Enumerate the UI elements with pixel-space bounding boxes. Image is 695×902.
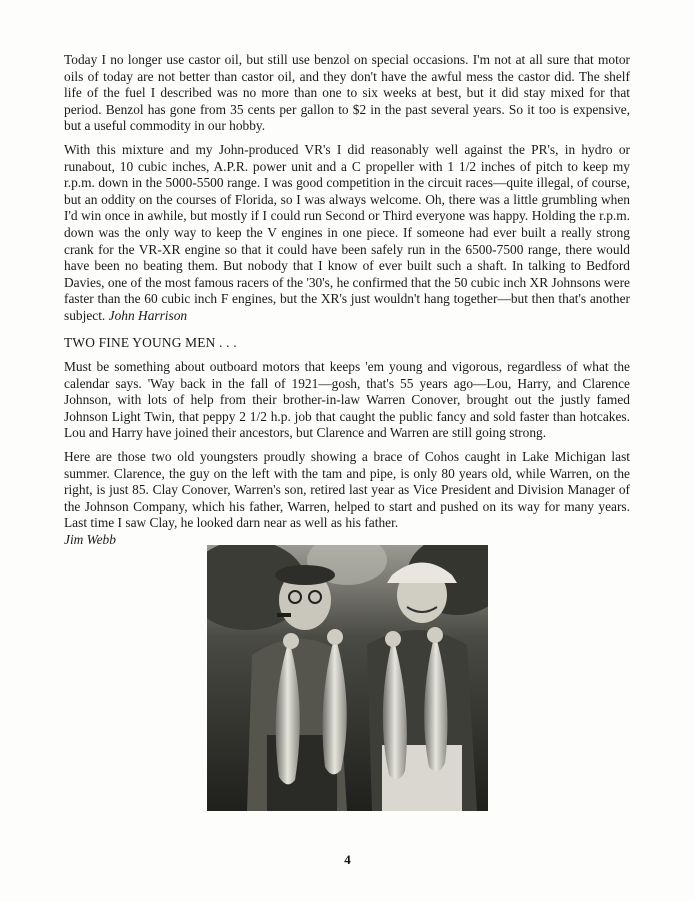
signature-john-harrison: John Harrison bbox=[108, 307, 188, 323]
section-heading: TWO FINE YOUNG MEN . . . bbox=[64, 334, 237, 350]
paragraph-castor-oil: Today I no longer use castor oil, but still use benzol on special occasions. I'm not at all sure that motor oils of today are not better than castor oil, and they don't have the awful mess the castor did. The shelf life of the fuel I described was no more than one to six weeks at best, but it did stay mixed for that period. Benzol has gone from 35 cents per gallon to $2 in the past several years. So it too is expensive, but a useful commodity in our hobby. bbox=[64, 52, 630, 134]
paragraph-vr-engines bbox=[64, 142, 630, 325]
paragraph-cohos-text: Here are those two old youngsters proudly showing a brace of Cohos caught in Lake Michigan last summer. Clarence, the guy on the left with the tam and pipe, is only 80 years old, while Warren, on the right, is just 85. Clay Conover, Warren's son, retired last year as Vice President and Division Manager of the Johnson Company, which his father, Warren, helped to start and pushed on its way for many years. Last time I saw Clay, he looked darn near as well as his father. bbox=[64, 449, 630, 531]
paragraph-outboard-history: Must be something about outboard motors that keeps 'em young and vigorous, regardless of what the calendar says. 'Way back in the fall of 1921—gosh, that's 55 years ago—Lou, Harry, and Clarence Johnson, with lots of help from their brother-in-law Warren Conover, brought out the justly famed Johnson Light Twin, that peppy 2 1/2 h.p. job that caught the public fancy and sold faster than hotcakes. Lou and Harry have joined their ancestors, but Clarence and Warren are still going strong. bbox=[64, 359, 630, 441]
paragraph-cohos bbox=[64, 449, 630, 549]
article-body bbox=[64, 52, 630, 556]
signature-jim-webb: Jim Webb bbox=[64, 532, 116, 548]
page-number: 4 bbox=[344, 852, 351, 867]
photo-two-men-with-fish bbox=[207, 545, 488, 811]
paragraph-vr-engines-text: With this mixture and my John-produced VR's I did reasonably well against the PR's, in hydro or runabout, 10 cubic inches, A.P.R. power unit and a C propeller with 1 1/2 inches of pitch to keep my r.p.m. down in the 5000-5500 range. I was good competition in the circuit races—quite illegal, of course, but an oddity on the courses of Florida, so I was always welcome. Oh, there was a little grumbling when I'd win once in awhile, but mostly if I could run Second or Third everyone was happy. Holding the r.p.m. down was the only way to keep the V engines in one piece. If someone had ever built a really strong crank for the VR-XR engine so that it could have been safely run in the 6500-7500 range, there would have been no beating them. But nobody that I know of ever built such a shaft. In talking to Bedford Davies, one of the most famous racers of the '30's, he confirmed that the 50 cubic inch XR Johnsons were faster than the 60 cubic inch F engines, but the XR's just wouldn't hang together—but then that's another subject. bbox=[64, 141, 630, 323]
